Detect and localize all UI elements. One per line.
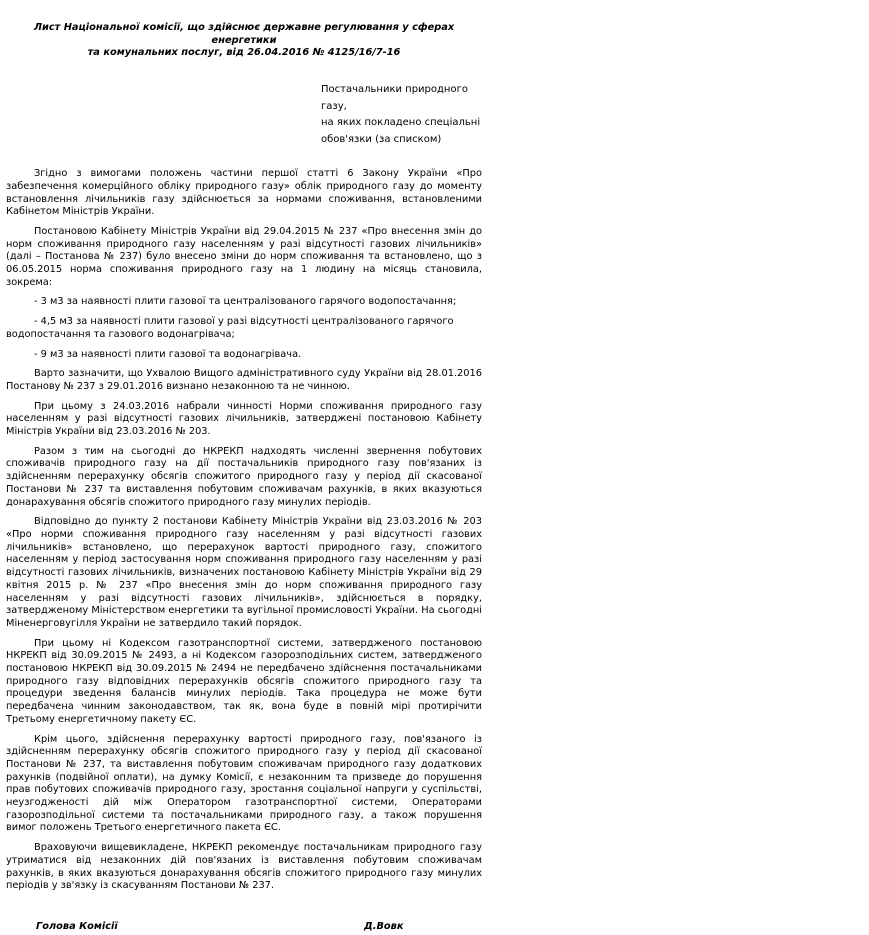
letter-title-line-1: Лист Національної комісії, що здійснює державне регулювання у сферах енергетики <box>33 22 455 46</box>
letter-document <box>6 22 482 935</box>
norm-list-item: - 3 м3 за наявності плити газової та централізованого гарячого водопостачання; <box>34 296 457 308</box>
paragraph: Разом з тим на сьогодні до НКРЕКП надходять численні звернення побутових споживачів природного газу на дії постачальників природного газу пов'язаних із здійсненням перерахунку обсягів спожитого природного газу у період дії скасованої Постанови № 237 та виставлення побутовим споживачам рахунків, в яких вказуються донарахування обсягів спожитого природного газу минулих періодів. <box>6 445 482 508</box>
norm-list-item: - 4,5 м3 за наявності плити газової у разі відсутності централізованого гарячого водопостачання та газового водонагрівача; <box>6 316 454 340</box>
addressee-line: обов'язки (за списком) <box>321 133 442 145</box>
norm-list-item: - 9 м3 за наявності плити газової та водонагрівача. <box>34 348 302 360</box>
letter-title-line-2: та комунальних послуг, від 26.04.2016 № 4125/16/7-16 <box>87 47 401 59</box>
paragraph: При цьому з 24.03.2016 набрали чинності Норми споживання природного газу населенням у разі відсутності газових лічильників, затверджені постановою Кабінету Міністрів України від 23.03.2016 № 203. <box>6 400 482 438</box>
addressee-block <box>321 82 486 148</box>
addressee-line: Постачальники природного газу, <box>321 84 468 112</box>
paragraph: Згідно з вимогами положень частини першої статті 6 Закону України «Про забезпечення комерційного обліку природного газу» облік природного газу до моменту встановлення лічильників газу здійснюється за нормами споживання, встановленими Кабінетом Міністрів України. <box>6 168 482 218</box>
paragraph: Відповідно до пункту 2 постанови Кабінету Міністрів України від 23.03.2016 № 203 «Про норми споживання природного газу населенням у разі відсутності газових лічильників» встановлено, що перерахунок вартості природного газу, спожитого населенням у період застосування норм споживання природного газу населенням у разі відсутності газових лічильників, визначених постановою Кабінету Міністрів України від 29 квітня 2015 р. № 237 «Про внесення змін до норм споживання природного газу населенням у разі відсутності газових лічильників», здійснюється в порядку, затвердженому Міністерством енергетики та вугільної промисловості України. На сьогодні Міненерговугілля України не затвердило такий порядок. <box>6 516 482 629</box>
paragraph: Крім цього, здійснення перерахунку вартості природного газу, пов'язаного із здійсненням перерахунку обсягів спожитого природного газу у період дії скасованої Постанови № 237, та виставлення побутовим споживачам природного газу додаткових рахунків (подвійної оплати), на думку Комісії, є незаконним та призведе до порушення прав побутових споживачів природного газу, зростання соціальної напруги у суспільстві, неузгодженості дій між Оператором газотранспортної системи, Операторами газорозподільної системи та постачальниками природного газу, а також порушення вимог положень Третього енергетичного пакета ЄС. <box>6 733 482 834</box>
signature-block <box>6 921 482 935</box>
paragraph: Враховуючи вищевикладене, НКРЕКП рекомендує постачальникам природного газу утриматися від незаконних дій пов'язаних із виставлення побутовим споживачам рахунків, в яких вказуються донарахування обсягів спожитого природного газу минулих періодів у зв'язку із скасуванням Постанови № 237. <box>6 842 482 892</box>
signature-name: Д.Вовк <box>364 920 404 932</box>
addressee-line: на яких покладено спеціальні <box>321 117 481 129</box>
paragraph: Варто зазначити, що Ухвалою Вищого адміністративного суду України від 28.01.2016 Постанову № 237 з 29.01.2016 визнано незаконною та не чинною. <box>6 368 482 392</box>
signature-position: Голова Комісії <box>36 920 118 932</box>
letter-title <box>6 22 482 60</box>
paragraph: При цьому ні Кодексом газотранспортної системи, затвердженого постановою НКРЕКП від 30.09.2015 № 2493, а ні Кодексом газорозподільних систем, затвердженого постановою НКРЕКП від 30.09.2015 № 2494 не передбачено здійснення постачальниками природного газу відповідних перерахунків обсягів спожитого природного газу та процедури зведення балансів минулих періодів. Така процедура не може бути передбачена чинним законодавством, так як, вона буде в повній мірі протирічити Третьому енергетичному пакету ЄС. <box>6 637 482 725</box>
paragraph: Постановою Кабінету Міністрів України від 29.04.2015 № 237 «Про внесення змін до норм споживання природного газу населенням у разі відсутності газових лічильників» (далі – Постанова № 237) було внесено зміни до норм споживання та встановлено, що з 06.05.2015 норма споживання природного газу на 1 людину на місяць становила, зокрема: <box>6 225 482 288</box>
